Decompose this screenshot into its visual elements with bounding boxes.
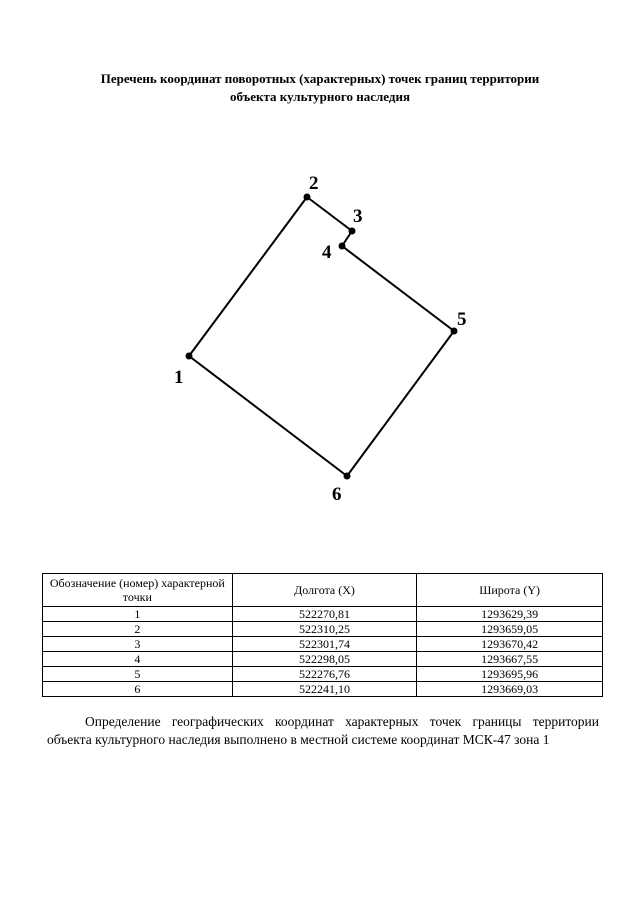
cell-x: 522241,10: [232, 682, 417, 697]
table-header-row: [43, 574, 603, 607]
cell-x: 522298,05: [232, 652, 417, 667]
cell-point: 2: [43, 622, 233, 637]
point-label-3: 3: [353, 206, 363, 227]
table-row: [43, 682, 603, 697]
cell-point: 6: [43, 682, 233, 697]
boundary-polygon: [189, 197, 454, 476]
table-row: [43, 607, 603, 622]
cell-x: 522310,25: [232, 622, 417, 637]
cell-y: 1293629,39: [417, 607, 603, 622]
cell-y: 1293659,05: [417, 622, 603, 637]
header-latitude: Широта (Y): [417, 574, 603, 607]
cell-y: 1293695,96: [417, 667, 603, 682]
table-row: [43, 652, 603, 667]
cell-y: 1293667,55: [417, 652, 603, 667]
point-label-5: 5: [457, 309, 467, 330]
cell-x: 522301,74: [232, 637, 417, 652]
coordinate-system-note: Определение географических координат характерных точек границы территории объекта культурного наследия выполнено в местной системе координат МСК-47 зона 1: [47, 714, 599, 747]
boundary-point-3: [349, 228, 356, 235]
cell-x: 522270,81: [232, 607, 417, 622]
cell-point: 1: [43, 607, 233, 622]
header-point-designation: Обозначение (номер) характерной точки: [43, 574, 233, 607]
cell-point: 5: [43, 667, 233, 682]
point-label-6: 6: [332, 484, 342, 505]
table-row: [43, 667, 603, 682]
cell-y: 1293669,03: [417, 682, 603, 697]
table-row: [43, 622, 603, 637]
boundary-diagram: [0, 160, 640, 520]
table-row: [43, 637, 603, 652]
cell-point: 3: [43, 637, 233, 652]
cell-x: 522276,76: [232, 667, 417, 682]
cell-point: 4: [43, 652, 233, 667]
page-title: [40, 70, 600, 106]
boundary-point-6: [344, 473, 351, 480]
boundary-point-4: [339, 243, 346, 250]
title-line-1: Перечень координат поворотных (характерных) точек границ территории: [100, 71, 540, 86]
title-line-2: объекта культурного наследия: [230, 89, 410, 104]
header-longitude: Долгота (X): [232, 574, 417, 607]
point-label-4: 4: [322, 242, 332, 263]
boundary-point-2: [304, 194, 311, 201]
point-label-2: 2: [309, 173, 319, 194]
boundary-point-1: [186, 353, 193, 360]
cell-y: 1293670,42: [417, 637, 603, 652]
coordinates-table: [42, 573, 603, 697]
point-label-1: 1: [174, 367, 184, 388]
